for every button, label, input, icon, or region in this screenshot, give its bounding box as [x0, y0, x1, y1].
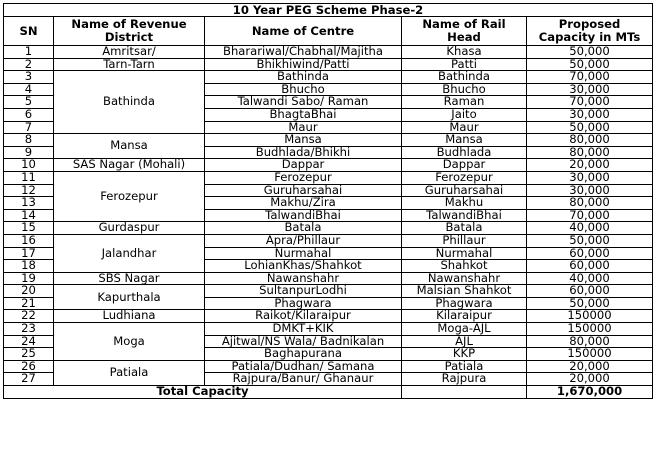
cell-capacity: 30,000: [527, 108, 653, 121]
cell-rail-head: Phagwara: [402, 297, 527, 310]
cell-sn: 2: [4, 58, 54, 71]
cell-centre: Talwandi Sabo/ Raman: [205, 96, 402, 109]
cell-district: Patiala: [54, 360, 205, 385]
cell-capacity: 50,000: [527, 46, 653, 59]
header-capacity: Proposed Capacity in MTs: [527, 17, 653, 46]
cell-capacity: 40,000: [527, 222, 653, 235]
cell-rail-head: Budhlada: [402, 146, 527, 159]
cell-sn: 5: [4, 96, 54, 109]
cell-centre: Bhikhiwind/Patti: [205, 58, 402, 71]
cell-sn: 3: [4, 71, 54, 84]
cell-sn: 12: [4, 184, 54, 197]
cell-sn: 26: [4, 360, 54, 373]
cell-district: Moga: [54, 323, 205, 361]
cell-centre: Maur: [205, 121, 402, 134]
cell-sn: 24: [4, 335, 54, 348]
cell-sn: 13: [4, 197, 54, 210]
cell-rail-head: Guruharsahai: [402, 184, 527, 197]
cell-district: Ludhiana: [54, 310, 205, 323]
table-row: [4, 171, 653, 184]
cell-sn: 23: [4, 323, 54, 336]
cell-capacity: 80,000: [527, 197, 653, 210]
cell-centre: Baghapurana: [205, 348, 402, 361]
cell-rail-head: Phillaur: [402, 234, 527, 247]
cell-capacity: 40,000: [527, 272, 653, 285]
cell-sn: 4: [4, 83, 54, 96]
cell-centre: Dappar: [205, 159, 402, 172]
cell-sn: 16: [4, 234, 54, 247]
cell-rail-head: Nurmahal: [402, 247, 527, 260]
cell-capacity: 60,000: [527, 260, 653, 273]
cell-capacity: 30,000: [527, 184, 653, 197]
cell-centre: Rajpura/Banur/ Ghanaur: [205, 373, 402, 386]
cell-centre: DMKT+KIK: [205, 323, 402, 336]
cell-rail-head: Dappar: [402, 159, 527, 172]
table-row: [4, 58, 653, 71]
cell-centre: TalwandiBhai: [205, 209, 402, 222]
cell-rail-head: Shahkot: [402, 260, 527, 273]
cell-rail-head: Khasa: [402, 46, 527, 59]
cell-sn: 8: [4, 134, 54, 147]
cell-district: SBS Nagar: [54, 272, 205, 285]
cell-centre: Phagwara: [205, 297, 402, 310]
cell-rail-head: Maur: [402, 121, 527, 134]
header-rail-head: Name of Rail Head: [402, 17, 527, 46]
cell-district: Kapurthala: [54, 285, 205, 310]
table-row: [4, 134, 653, 147]
cell-sn: 10: [4, 159, 54, 172]
cell-sn: 22: [4, 310, 54, 323]
cell-district: Jalandhar: [54, 234, 205, 272]
table-row: [4, 222, 653, 235]
cell-district: Tarn-Tarn: [54, 58, 205, 71]
cell-centre: Makhu/Zira: [205, 197, 402, 210]
peg-scheme-table: [3, 3, 653, 399]
cell-capacity: 30,000: [527, 83, 653, 96]
header-district: Name of Revenue District: [54, 17, 205, 46]
cell-sn: 7: [4, 121, 54, 134]
total-spacer: [402, 386, 527, 399]
cell-capacity: 30,000: [527, 171, 653, 184]
cell-centre: Apra/Phillaur: [205, 234, 402, 247]
cell-district: Amritsar/: [54, 46, 205, 59]
table-row: [4, 159, 653, 172]
cell-capacity: 50,000: [527, 234, 653, 247]
table-row: [4, 310, 653, 323]
cell-rail-head: Rajpura: [402, 373, 527, 386]
cell-rail-head: Batala: [402, 222, 527, 235]
table-row: [4, 71, 653, 84]
cell-centre: Raikot/Kilaraipur: [205, 310, 402, 323]
cell-centre: Batala: [205, 222, 402, 235]
cell-centre: Ferozepur: [205, 171, 402, 184]
cell-capacity: 80,000: [527, 146, 653, 159]
cell-capacity: 80,000: [527, 335, 653, 348]
cell-sn: 19: [4, 272, 54, 285]
total-label: Total Capacity: [4, 386, 402, 399]
table-title: 10 Year PEG Scheme Phase-2: [4, 4, 653, 17]
cell-centre: Nurmahal: [205, 247, 402, 260]
cell-sn: 15: [4, 222, 54, 235]
cell-rail-head: Bhucho: [402, 83, 527, 96]
cell-centre: BhagtaBhai: [205, 108, 402, 121]
cell-district: SAS Nagar (Mohali): [54, 159, 205, 172]
cell-rail-head: Patiala: [402, 360, 527, 373]
total-row: [4, 386, 653, 399]
cell-rail-head: Nawanshahr: [402, 272, 527, 285]
cell-district: Mansa: [54, 134, 205, 159]
cell-rail-head: Moga-AJL: [402, 323, 527, 336]
cell-capacity: 150000: [527, 323, 653, 336]
cell-capacity: 50,000: [527, 297, 653, 310]
cell-sn: 9: [4, 146, 54, 159]
table-row: [4, 323, 653, 336]
cell-capacity: 80,000: [527, 134, 653, 147]
cell-rail-head: Ferozepur: [402, 171, 527, 184]
cell-capacity: 60,000: [527, 285, 653, 298]
cell-rail-head: Raman: [402, 96, 527, 109]
cell-rail-head: Mansa: [402, 134, 527, 147]
cell-capacity: 70,000: [527, 209, 653, 222]
cell-capacity: 50,000: [527, 121, 653, 134]
table-row: [4, 360, 653, 373]
cell-sn: 18: [4, 260, 54, 273]
cell-capacity: 150000: [527, 310, 653, 323]
cell-sn: 17: [4, 247, 54, 260]
cell-rail-head: Kilaraipur: [402, 310, 527, 323]
cell-centre: SultanpurLodhi: [205, 285, 402, 298]
cell-rail-head: Makhu: [402, 197, 527, 210]
cell-district: Ferozepur: [54, 171, 205, 221]
table-row: [4, 46, 653, 59]
header-sn: SN: [4, 17, 54, 46]
cell-rail-head: Bathinda: [402, 71, 527, 84]
cell-centre: Patiala/Dudhan/ Samana: [205, 360, 402, 373]
cell-sn: 21: [4, 297, 54, 310]
cell-capacity: 50,000: [527, 58, 653, 71]
cell-centre: Ajitwal/NS Wala/ Badnikalan: [205, 335, 402, 348]
cell-capacity: 70,000: [527, 96, 653, 109]
header-centre: Name of Centre: [205, 17, 402, 46]
cell-centre: Bharariwal/Chabhal/Majitha: [205, 46, 402, 59]
cell-rail-head: TalwandiBhai: [402, 209, 527, 222]
cell-rail-head: Patti: [402, 58, 527, 71]
cell-capacity: 20,000: [527, 373, 653, 386]
table-row: [4, 234, 653, 247]
cell-sn: 6: [4, 108, 54, 121]
total-value: 1,670,000: [527, 386, 653, 399]
cell-centre: Bhucho: [205, 83, 402, 96]
table-row: [4, 272, 653, 285]
cell-sn: 14: [4, 209, 54, 222]
cell-district: Gurdaspur: [54, 222, 205, 235]
cell-capacity: 60,000: [527, 247, 653, 260]
cell-centre: Nawanshahr: [205, 272, 402, 285]
cell-centre: LohianKhas/Shahkot: [205, 260, 402, 273]
table-body: [4, 46, 653, 386]
cell-rail-head: KKP: [402, 348, 527, 361]
cell-centre: Mansa: [205, 134, 402, 147]
cell-sn: 11: [4, 171, 54, 184]
cell-centre: Guruharsahai: [205, 184, 402, 197]
cell-capacity: 70,000: [527, 71, 653, 84]
cell-capacity: 150000: [527, 348, 653, 361]
cell-rail-head: Jaito: [402, 108, 527, 121]
cell-capacity: 20,000: [527, 159, 653, 172]
cell-centre: Budhlada/Bhikhi: [205, 146, 402, 159]
cell-centre: Bathinda: [205, 71, 402, 84]
table-row: [4, 285, 653, 298]
cell-capacity: 20,000: [527, 360, 653, 373]
cell-rail-head: Malsian Shahkot: [402, 285, 527, 298]
cell-sn: 25: [4, 348, 54, 361]
cell-rail-head: AJL: [402, 335, 527, 348]
cell-district: Bathinda: [54, 71, 205, 134]
cell-sn: 27: [4, 373, 54, 386]
cell-sn: 1: [4, 46, 54, 59]
cell-sn: 20: [4, 285, 54, 298]
